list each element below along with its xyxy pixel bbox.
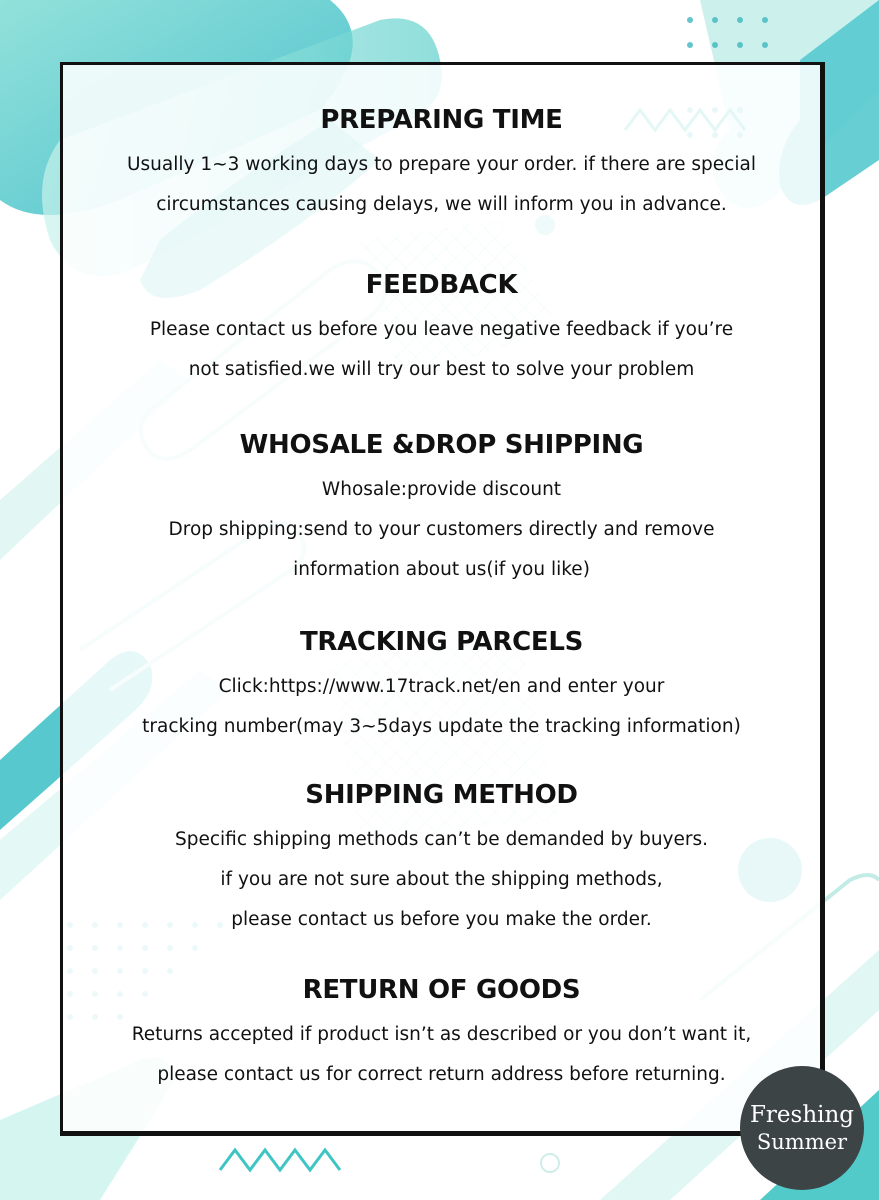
section-text-line: Please contact us before you leave negative feedback if you’re	[149, 319, 734, 340]
brand-badge-line1: Freshing	[749, 1102, 855, 1128]
brand-badge-line2: Summer	[756, 1130, 848, 1154]
section-text-line: information about us(if you like)	[293, 559, 590, 580]
section-preparing-time	[63, 103, 820, 225]
section-tracking-parcels	[63, 625, 820, 747]
section-heading: RETURN OF GOODS	[302, 975, 581, 1005]
section-text-line: if you are not sure about the shipping methods,	[220, 869, 663, 890]
section-return-of-goods	[63, 973, 820, 1095]
brand-badge	[740, 1066, 864, 1190]
section-shipping-method	[63, 778, 820, 940]
section-heading: WHOSALE &DROP SHIPPING	[239, 430, 644, 460]
section-text-line: please contact us for correct return address before returning.	[157, 1064, 726, 1085]
section-heading: PREPARING TIME	[320, 105, 563, 135]
section-heading: SHIPPING METHOD	[305, 780, 578, 810]
section-feedback	[63, 268, 820, 390]
section-text-line: tracking number(may 3~5days update the tracking information)	[142, 716, 741, 737]
section-wholesale-drop-shipping	[63, 428, 820, 590]
section-heading: FEEDBACK	[365, 270, 518, 300]
section-text-line: Drop shipping:send to your customers directly and remove	[168, 519, 715, 540]
section-heading: TRACKING PARCELS	[299, 627, 584, 657]
content-frame	[60, 62, 825, 1136]
section-text-line: Returns accepted if product isn’t as described or you don’t want it,	[131, 1024, 752, 1045]
section-text-line: Whosale:provide discount	[321, 479, 562, 500]
section-text-line: please contact us before you make the order.	[231, 909, 652, 930]
section-text-line: Click:https://www.17track.net/en and enter your	[218, 676, 665, 697]
section-text-line: circumstances causing delays, we will inform you in advance.	[156, 194, 727, 215]
section-text-line: not satisfied.we will try our best to solve your problem	[188, 359, 695, 380]
section-text-line: Specific shipping methods can’t be demanded by buyers.	[174, 829, 709, 850]
section-text-line: Usually 1~3 working days to prepare your order. if there are special	[127, 154, 756, 175]
